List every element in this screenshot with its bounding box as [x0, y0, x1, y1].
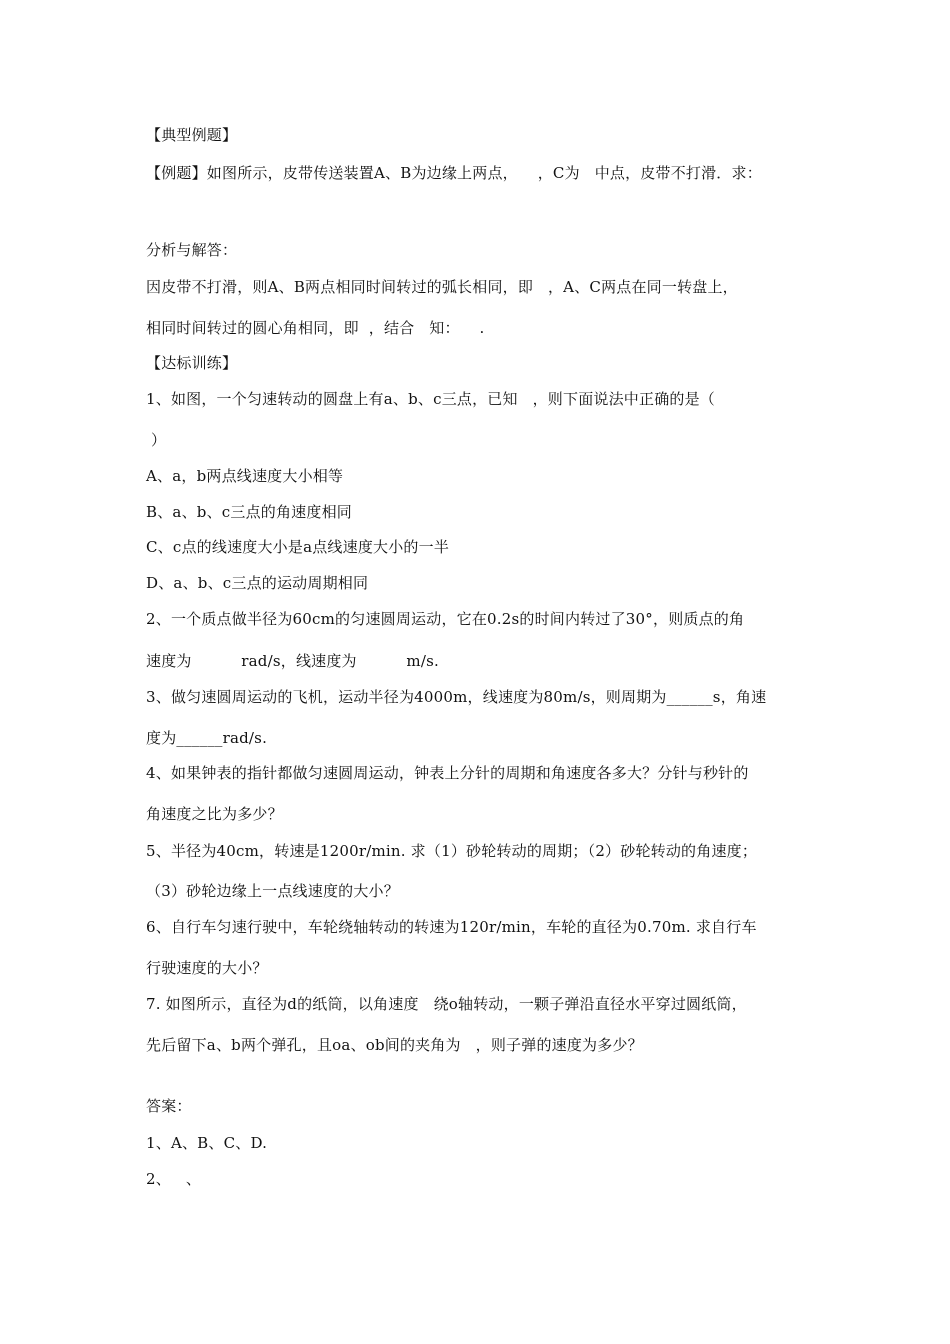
- question-7-continued: 先后留下a、b两个弹孔，且oa、ob间的夹角为 ，则子弹的速度为多少？: [146, 1036, 643, 1054]
- question-4-continued: 角速度之比为多少？: [146, 805, 283, 823]
- question-6: 6、自行车匀速行驶中，车轮绕轴转动的转速为120r/min，车轮的直径为0.70m. 求自行车: [146, 918, 757, 936]
- question-7: 7. 如图所示，直径为d的纸筒，以角速度 绕o轴转动，一颗子弹沿直径水平穿过圆纸筒，: [146, 995, 747, 1013]
- question-2-continued: 速度为 rad/s，线速度为 m/s.: [146, 652, 439, 670]
- question-5: 5、半径为40cm，转速是1200r/min. 求（1）砂轮转动的周期；（2）砂轮转动的角速度；: [146, 842, 758, 860]
- example-problem: 【例题】如图所示，皮带传送装置A、B为边缘上两点， ，C为 中点，皮带不打滑．求：: [146, 164, 762, 182]
- answer-1: 1、A、B、C、D.: [146, 1134, 268, 1152]
- question-1: 1、如图，一个匀速转动的圆盘上有a、b、c三点，已知 ，则下面说法中正确的是（: [146, 390, 715, 408]
- question-3-continued: 度为______rad/s.: [146, 729, 268, 747]
- section-heading-training: 【达标训练】: [146, 354, 238, 372]
- option-c: C、c点的线速度大小是a点线速度大小的一半: [146, 538, 450, 556]
- question-1-continued: ）: [146, 431, 167, 449]
- answers-heading: 答案：: [146, 1097, 192, 1115]
- analysis-line-2: 相同时间转过的圆心角相同，即 ，结合 知： .: [146, 319, 485, 337]
- option-d: D、a、b、c三点的运动周期相同: [146, 574, 369, 592]
- option-a: A、a，b两点线速度大小相等: [146, 467, 344, 485]
- question-3: 3、做匀速圆周运动的飞机，运动半径为4000m，线速度为80m/s，则周期为______s，角速: [146, 688, 767, 706]
- analysis-heading: 分析与解答：: [146, 241, 238, 259]
- question-6-continued: 行驶速度的大小？: [146, 959, 268, 977]
- analysis-line-1: 因皮带不打滑，则A、B两点相同时间转过的弧长相同，即 ，A、C两点在同一转盘上，: [146, 278, 738, 296]
- answer-2: 2、 、: [146, 1170, 202, 1188]
- question-5-continued: （3）砂轮边缘上一点线速度的大小？: [146, 882, 399, 900]
- question-4: 4、如果钟表的指针都做匀速圆周运动，钟表上分针的周期和角速度各多大？分针与秒针的: [146, 764, 749, 782]
- section-heading-examples: 【典型例题】: [146, 126, 238, 144]
- question-2: 2、一个质点做半径为60cm的匀速圆周运动，它在0.2s的时间内转过了30°，则质点的角: [146, 610, 745, 628]
- option-b: B、a、b、c三点的角速度相同: [146, 503, 352, 521]
